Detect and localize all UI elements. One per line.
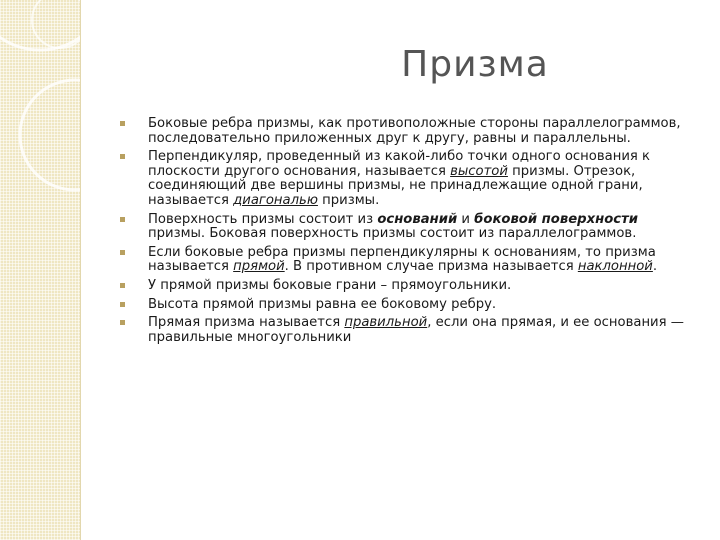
item-text: Перпендикуляр, проведенный из какой-либо точки одного основания к плоскости другого основания, называется (148, 149, 650, 179)
term-text: оснований (377, 211, 458, 227)
item-text: . В противном случае призма называется (284, 259, 578, 275)
list-item (120, 246, 695, 275)
decorative-circles-icon (0, 0, 80, 540)
term-text: правильной (344, 315, 428, 331)
term-text: прямой (233, 259, 285, 275)
bullet-icon (120, 283, 125, 288)
bullet-icon (120, 250, 125, 255)
item-text: Поверхность призмы состоит из (148, 211, 378, 227)
list-item (120, 316, 695, 345)
item-text: Если боковые ребра призмы перпендикулярны к основаниям, то призма называется (148, 244, 656, 275)
list-item (120, 150, 695, 208)
item-text: . (652, 259, 658, 275)
item-text: , если она прямая, и ее основания — правильные многоугольники (148, 315, 684, 345)
item-text: У прямой призмы боковые грани – прямоугольники. (148, 277, 512, 293)
bullet-icon (120, 121, 125, 126)
page-title: Призма (401, 44, 549, 85)
term-text: высотой (450, 163, 508, 179)
list-item (120, 117, 695, 146)
bullet-icon (120, 154, 125, 159)
item-text: призмы. Боковая поверхность призмы состоит из параллелограммов. (148, 226, 637, 242)
list-item (120, 279, 695, 294)
item-text: призмы. Отрезок, соединяющий две вершины призмы, не принадлежащие одной грани, называется (148, 163, 643, 208)
bullet-icon (120, 217, 125, 222)
item-text: Высота прямой призмы равна ее боковому ребру. (148, 296, 497, 312)
item-text: Боковые ребра призмы, как противоположные стороны параллелограммов, последовательно приложенных друг к другу, равны и параллельны. (148, 116, 681, 146)
item-text: Прямая призма называется (148, 315, 345, 331)
item-text: и (457, 211, 475, 227)
list-item (120, 213, 695, 242)
term-text: наклонной (577, 259, 653, 275)
bullet-icon (120, 320, 125, 325)
item-text: призмы. (317, 192, 380, 208)
list-item (120, 298, 695, 313)
term-text: диагональю (233, 192, 318, 208)
term-text: боковой поверхности (474, 211, 638, 227)
bullet-icon (120, 302, 125, 307)
bullet-list (120, 117, 695, 349)
decorative-side-band (0, 0, 81, 540)
